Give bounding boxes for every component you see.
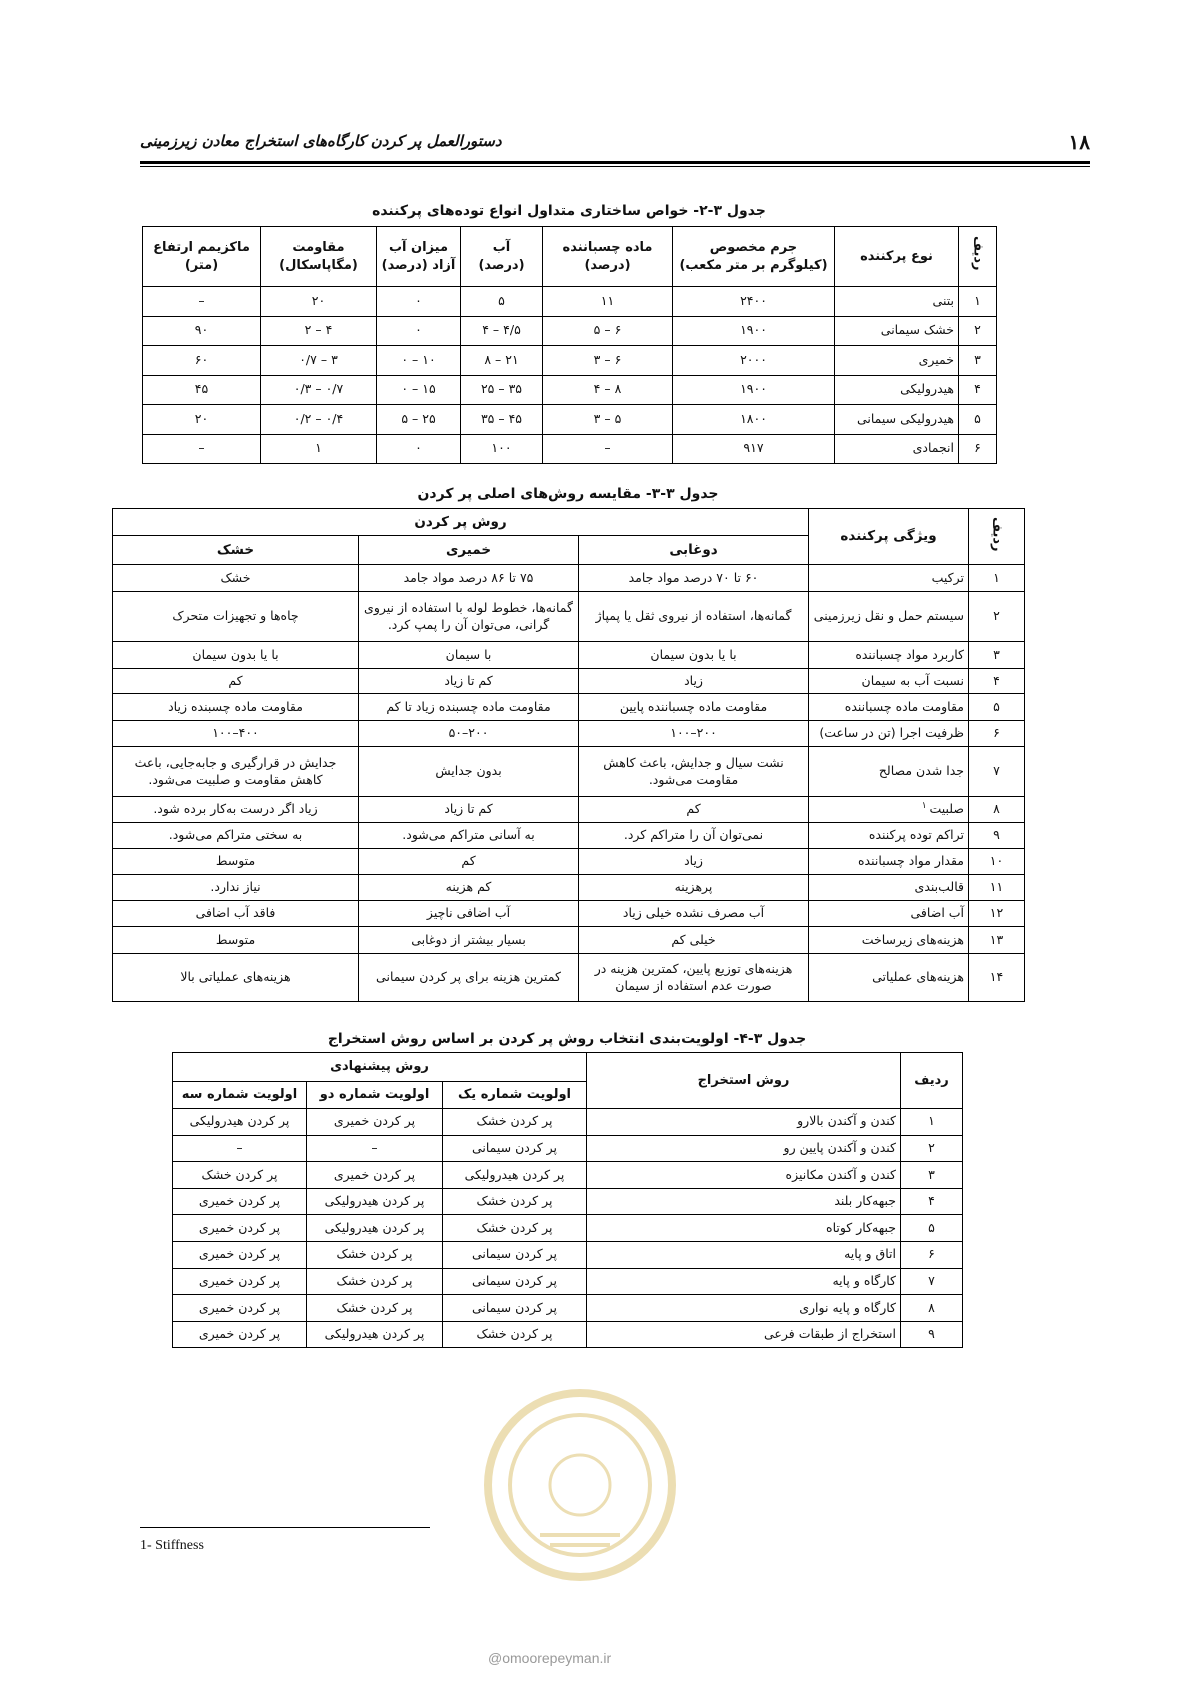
t2-header-slurry: دوغابی	[579, 536, 809, 565]
t1-cell-water: ۱۰۰	[461, 434, 543, 464]
table-row	[113, 849, 1025, 875]
t1-cell-density: ۱۸۰۰	[673, 405, 835, 435]
table-row	[173, 1215, 963, 1242]
t3-cell-row: ۱	[901, 1109, 963, 1136]
t2-header-row: ردیف	[969, 509, 1025, 565]
t2-cell-feature: مقاومت ماده چسباننده	[809, 694, 969, 721]
t1-cell-binder: –	[543, 434, 673, 464]
t1-cell-binder: ۸ – ۴	[543, 375, 673, 405]
t3-cell-p2: پر کردن هیدرولیکی	[307, 1188, 443, 1215]
t2-cell-paste: با سیمان	[359, 642, 579, 669]
table2-caption: جدول ۳-۳- مقایسه روش‌های اصلی پر کردن	[417, 486, 719, 502]
t3-cell-p3: پر کردن خمیری	[173, 1188, 307, 1215]
t1-cell-water: ۴۵ – ۳۵	[461, 405, 543, 435]
t3-cell-p1: پر کردن خشک	[443, 1188, 587, 1215]
table3-caption: جدول ۳-۴- اولویت‌بندی انتخاب روش پر کردن بر اساس روش استخراج	[327, 1031, 807, 1047]
t3-cell-method: استخراج از طبقات فرعی	[587, 1321, 901, 1348]
t3-cell-p1: پر کردن سیمانی	[443, 1268, 587, 1295]
t2-cell-dry: خشک	[113, 565, 359, 592]
t2-cell-dry: نیاز ندارد.	[113, 875, 359, 901]
t3-cell-p3: پر کردن خمیری	[173, 1215, 307, 1242]
t3-cell-p3: پر کردن خمیری	[173, 1241, 307, 1268]
t2-cell-slurry: خیلی کم	[579, 927, 809, 954]
t3-cell-p3: پر کردن خمیری	[173, 1321, 307, 1348]
t1-cell-height: –	[143, 287, 261, 317]
t2-cell-paste: آب اضافی ناچیز	[359, 901, 579, 927]
t1-cell-row: ۲	[959, 316, 997, 346]
footnote: 1- Stiffness	[140, 1538, 204, 1553]
t2-cell-feature: کاربرد مواد چسباننده	[809, 642, 969, 669]
t2-cell-dry: زیاد اگر درست به‌کار برده شود.	[113, 797, 359, 823]
t3-cell-method: جبهه‌کار بلند	[587, 1188, 901, 1215]
table-row	[173, 1321, 963, 1348]
table-row	[113, 927, 1025, 954]
t1-cell-freewater: ۰	[377, 287, 461, 317]
t2-cell-feature: ظرفیت اجرا (تن در ساعت)	[809, 721, 969, 747]
t2-cell-dry: متوسط	[113, 849, 359, 875]
t1-cell-row: ۶	[959, 434, 997, 464]
t3-header-p1: اولویت شماره یک	[443, 1082, 587, 1109]
t1-cell-row: ۱	[959, 287, 997, 317]
t2-cell-slurry: پرهزینه	[579, 875, 809, 901]
t2-cell-dry: ۴۰۰–۱۰۰	[113, 721, 359, 747]
t2-cell-feature: سیستم حمل و نقل زیرزمینی	[809, 592, 969, 642]
t2-cell-paste: مقاومت ماده چسبنده زیاد تا کم	[359, 694, 579, 721]
t2-cell-slurry: نشت سیال و جدایش، باعث کاهش مقاومت می‌شود.	[579, 747, 809, 797]
t1-cell-density: ۲۰۰۰	[673, 346, 835, 376]
t2-cell-row: ۱۱	[969, 875, 1025, 901]
t2-cell-dry: به سختی متراکم می‌شود.	[113, 823, 359, 849]
t2-cell-dry: چاه‌ها و تجهیزات متحرک	[113, 592, 359, 642]
table-row	[143, 346, 997, 376]
t2-cell-slurry: با یا بدون سیمان	[579, 642, 809, 669]
t1-cell-row: ۳	[959, 346, 997, 376]
t2-cell-feature: جدا شدن مصالح	[809, 747, 969, 797]
t3-cell-method: کندن و آکندن بالارو	[587, 1109, 901, 1136]
table-row	[143, 316, 997, 346]
t1-cell-binder: ۵ – ۳	[543, 405, 673, 435]
t3-cell-p2: پر کردن هیدرولیکی	[307, 1215, 443, 1242]
t2-cell-feature: هزینه‌های عملیاتی	[809, 954, 969, 1002]
t2-cell-feature: ترکیب	[809, 565, 969, 592]
t1-cell-binder: ۱۱	[543, 287, 673, 317]
t3-cell-row: ۲	[901, 1135, 963, 1162]
t2-cell-row: ۷	[969, 747, 1025, 797]
t2-cell-slurry: نمی‌توان آن را متراکم کرد.	[579, 823, 809, 849]
t2-cell-row: ۳	[969, 642, 1025, 669]
t2-cell-row: ۵	[969, 694, 1025, 721]
t3-cell-p2: پر کردن خشک	[307, 1268, 443, 1295]
t2-cell-feature: قالب‌بندی	[809, 875, 969, 901]
t1-header-type: نوع پرکننده	[835, 227, 959, 287]
t1-cell-type: خشک سیمانی	[835, 316, 959, 346]
t2-cell-dry: متوسط	[113, 927, 359, 954]
t1-header-density: جرم مخصوص (کیلوگرم بر متر مکعب)	[673, 227, 835, 287]
t2-cell-paste: کم تا زیاد	[359, 669, 579, 694]
t3-cell-p1: پر کردن سیمانی	[443, 1241, 587, 1268]
t2-cell-slurry: زیاد	[579, 669, 809, 694]
table-row	[113, 901, 1025, 927]
t3-cell-method: کندن و آکندن پایین رو	[587, 1135, 901, 1162]
table-row	[143, 434, 997, 464]
table1-caption: جدول ۳-۲- خواص ساختاری متداول انواع توده‌های پرکننده	[372, 203, 766, 219]
t2-cell-feature: مقدار مواد چسباننده	[809, 849, 969, 875]
t3-cell-row: ۶	[901, 1241, 963, 1268]
t1-cell-strength: ۱	[261, 434, 377, 464]
t1-header-freewater: میزان آب آزاد (درصد)	[377, 227, 461, 287]
t1-header-strength: مقاومت (مگاپاسکال)	[261, 227, 377, 287]
table-row	[113, 565, 1025, 592]
table3	[172, 1052, 963, 1348]
table-row	[143, 287, 997, 317]
t1-cell-water: ۳۵ – ۲۵	[461, 375, 543, 405]
t2-cell-row: ۱	[969, 565, 1025, 592]
t3-cell-row: ۹	[901, 1321, 963, 1348]
t2-cell-slurry: مقاومت ماده چسباننده پایین	[579, 694, 809, 721]
t2-cell-paste: کمترین هزینه برای پر کردن سیمانی	[359, 954, 579, 1002]
t1-cell-density: ۲۴۰۰	[673, 287, 835, 317]
t1-cell-type: انجمادی	[835, 434, 959, 464]
t3-cell-method: جبهه‌کار کوتاه	[587, 1215, 901, 1242]
t2-header-method: روش پر کردن	[113, 509, 809, 536]
t2-header-dry: خشک	[113, 536, 359, 565]
table-row	[173, 1135, 963, 1162]
footnote-rule	[140, 1527, 430, 1528]
table-row	[113, 721, 1025, 747]
table-row	[113, 823, 1025, 849]
header-rule-thin	[140, 166, 1090, 167]
t2-cell-feature: تراکم توده پرکننده	[809, 823, 969, 849]
t3-cell-p1: پر کردن هیدرولیکی	[443, 1162, 587, 1189]
header-rule	[140, 161, 1090, 164]
t3-header-p2: اولویت شماره دو	[307, 1082, 443, 1109]
t1-header-row: ردیف	[959, 227, 997, 287]
t3-cell-p2: پر کردن خشک	[307, 1295, 443, 1322]
table-row	[173, 1188, 963, 1215]
t2-cell-slurry: ۲۰۰–۱۰۰	[579, 721, 809, 747]
t1-cell-density: ۱۹۰۰	[673, 316, 835, 346]
t2-cell-paste: بدون جدایش	[359, 747, 579, 797]
t1-cell-strength: ۰/۴ – ۰/۲	[261, 405, 377, 435]
t2-cell-paste: کم هزینه	[359, 875, 579, 901]
t3-cell-row: ۴	[901, 1188, 963, 1215]
t2-cell-dry: کم	[113, 669, 359, 694]
t3-cell-p1: پر کردن خشک	[443, 1215, 587, 1242]
table-row	[113, 642, 1025, 669]
page-number: ۱۸	[1068, 130, 1090, 154]
t1-header-height: ماکزیمم ارتفاع (متر)	[143, 227, 261, 287]
t2-cell-dry: با یا بدون سیمان	[113, 642, 359, 669]
watermark-url: @omoorepeyman.ir	[488, 1650, 612, 1666]
t3-cell-p3: پر کردن خمیری	[173, 1295, 307, 1322]
t2-cell-row: ۸	[969, 797, 1025, 823]
t3-header-row: ردیف	[901, 1053, 963, 1109]
t1-cell-density: ۹۱۷	[673, 434, 835, 464]
t2-cell-slurry: آب مصرف نشده خیلی زیاد	[579, 901, 809, 927]
t2-cell-row: ۹	[969, 823, 1025, 849]
t1-cell-type: خمیری	[835, 346, 959, 376]
table-row	[113, 747, 1025, 797]
t2-cell-paste: ۷۵ تا ۸۶ درصد مواد جامد	[359, 565, 579, 592]
t2-cell-paste: به آسانی متراکم می‌شود.	[359, 823, 579, 849]
t3-cell-p3: پر کردن هیدرولیکی	[173, 1109, 307, 1136]
t1-cell-height: ۴۵	[143, 375, 261, 405]
t1-cell-water: ۴/۵ – ۴	[461, 316, 543, 346]
t3-cell-p3: –	[173, 1135, 307, 1162]
table-row	[143, 375, 997, 405]
t2-cell-dry: هزینه‌های عملیاتی بالا	[113, 954, 359, 1002]
t1-cell-water: ۲۱ – ۸	[461, 346, 543, 376]
t3-cell-row: ۳	[901, 1162, 963, 1189]
t1-cell-type: هیدرولیکی	[835, 375, 959, 405]
t1-cell-freewater: ۱۵ – ۰	[377, 375, 461, 405]
t1-cell-freewater: ۰	[377, 316, 461, 346]
t3-cell-method: کارگاه و پایه نواری	[587, 1295, 901, 1322]
t2-cell-row: ۱۰	[969, 849, 1025, 875]
t2-cell-row: ۲	[969, 592, 1025, 642]
t2-cell-feature: نسبت آب به سیمان	[809, 669, 969, 694]
t1-cell-freewater: ۰	[377, 434, 461, 464]
t2-cell-row: ۱۲	[969, 901, 1025, 927]
page-header	[140, 126, 1090, 162]
t1-header-water: آب (درصد)	[461, 227, 543, 287]
t1-cell-height: ۹۰	[143, 316, 261, 346]
table1	[142, 226, 997, 464]
t1-cell-row: ۴	[959, 375, 997, 405]
footnote-mark: ۱	[921, 801, 930, 812]
t1-cell-height: –	[143, 434, 261, 464]
t3-cell-p2: پر کردن هیدرولیکی	[307, 1321, 443, 1348]
t2-cell-slurry: گمانه‌ها، استفاده از نیروی ثقل یا پمپاژ	[579, 592, 809, 642]
table-row	[173, 1109, 963, 1136]
t2-cell-paste: کم	[359, 849, 579, 875]
t3-cell-method: کارگاه و پایه	[587, 1268, 901, 1295]
t1-cell-strength: ۰/۷ – ۰/۳	[261, 375, 377, 405]
t2-cell-slurry: زیاد	[579, 849, 809, 875]
t2-cell-slurry: هزینه‌های توزیع پایین، کمترین هزینه در صورت عدم استفاده از سیمان	[579, 954, 809, 1002]
t3-cell-p2: پر کردن خمیری	[307, 1109, 443, 1136]
t3-cell-p2: –	[307, 1135, 443, 1162]
table-row	[113, 592, 1025, 642]
t2-cell-slurry: ۶۰ تا ۷۰ درصد مواد جامد	[579, 565, 809, 592]
t2-cell-feature: آب اضافی	[809, 901, 969, 927]
t3-header-method: روش استخراج	[587, 1053, 901, 1109]
t1-cell-type: هیدرولیکی سیمانی	[835, 405, 959, 435]
t3-cell-method: کندن و آکندن مکانیزه	[587, 1162, 901, 1189]
table-row	[173, 1241, 963, 1268]
t2-cell-feature: هزینه‌های زیرساخت	[809, 927, 969, 954]
table-row	[173, 1295, 963, 1322]
t2-cell-paste: ۲۰۰–۵۰	[359, 721, 579, 747]
t2-cell-row: ۱۳	[969, 927, 1025, 954]
t3-cell-p2: پر کردن خشک	[307, 1241, 443, 1268]
t3-header-p3: اولویت شماره سه	[173, 1082, 307, 1109]
t2-cell-paste: کم تا زیاد	[359, 797, 579, 823]
watermark-seal-icon	[480, 1385, 680, 1585]
table-row	[113, 669, 1025, 694]
t1-cell-density: ۱۹۰۰	[673, 375, 835, 405]
t2-cell-row: ۶	[969, 721, 1025, 747]
t2-cell-dry: فاقد آب اضافی	[113, 901, 359, 927]
t1-cell-row: ۵	[959, 405, 997, 435]
t2-cell-row: ۴	[969, 669, 1025, 694]
table-row	[143, 405, 997, 435]
t3-cell-method: اتاق و پایه	[587, 1241, 901, 1268]
t1-cell-strength: ۴ – ۲	[261, 316, 377, 346]
t1-cell-water: ۵	[461, 287, 543, 317]
table-row	[113, 875, 1025, 901]
t1-cell-binder: ۶ – ۳	[543, 346, 673, 376]
table-row	[113, 797, 1025, 823]
t2-header-paste: خمیری	[359, 536, 579, 565]
t2-cell-row: ۱۴	[969, 954, 1025, 1002]
t1-cell-height: ۶۰	[143, 346, 261, 376]
t3-header-proposed: روش پیشنهادی	[173, 1053, 587, 1082]
t2-cell-dry: جدایش در قرارگیری و جابه‌جایی، باعث کاهش مقاومت و صلبیت می‌شود.	[113, 747, 359, 797]
t1-cell-freewater: ۲۵ – ۵	[377, 405, 461, 435]
table-row	[113, 694, 1025, 721]
t1-cell-binder: ۶ – ۵	[543, 316, 673, 346]
t3-cell-p3: پر کردن خمیری	[173, 1268, 307, 1295]
t2-cell-slurry: کم	[579, 797, 809, 823]
t3-cell-p1: پر کردن سیمانی	[443, 1295, 587, 1322]
t1-cell-type: بتنی	[835, 287, 959, 317]
t1-cell-strength: ۳ – ۰/۷	[261, 346, 377, 376]
t2-cell-feature: صلبیت $^۱$	[809, 797, 969, 823]
table2	[112, 508, 1025, 1002]
t3-cell-p1: پر کردن سیمانی	[443, 1135, 587, 1162]
t3-cell-p2: پر کردن خمیری	[307, 1162, 443, 1189]
table-row	[173, 1268, 963, 1295]
t2-header-feature: ویژگی پرکننده	[809, 509, 969, 565]
t3-cell-p3: پر کردن خشک	[173, 1162, 307, 1189]
table-row	[173, 1162, 963, 1189]
t3-cell-row: ۸	[901, 1295, 963, 1322]
t1-cell-height: ۲۰	[143, 405, 261, 435]
t3-cell-p1: پر کردن خشک	[443, 1109, 587, 1136]
t1-cell-strength: ۲۰	[261, 287, 377, 317]
t2-cell-paste: بسیار بیشتر از دوغابی	[359, 927, 579, 954]
t2-cell-paste: گمانه‌ها، خطوط لوله با استفاده از نیروی گرانی، می‌توان آن را پمپ کرد.	[359, 592, 579, 642]
t3-cell-row: ۵	[901, 1215, 963, 1242]
t3-cell-row: ۷	[901, 1268, 963, 1295]
t2-cell-dry: مقاومت ماده چسبنده زیاد	[113, 694, 359, 721]
t3-cell-p1: پر کردن خشک	[443, 1321, 587, 1348]
table-row	[113, 954, 1025, 1002]
t1-header-binder: ماده چسباننده (درصد)	[543, 227, 673, 287]
t1-cell-freewater: ۱۰ – ۰	[377, 346, 461, 376]
running-title: دستورالعمل پر کردن کارگاه‌های استخراج معادن زیرزمینی	[140, 132, 502, 150]
